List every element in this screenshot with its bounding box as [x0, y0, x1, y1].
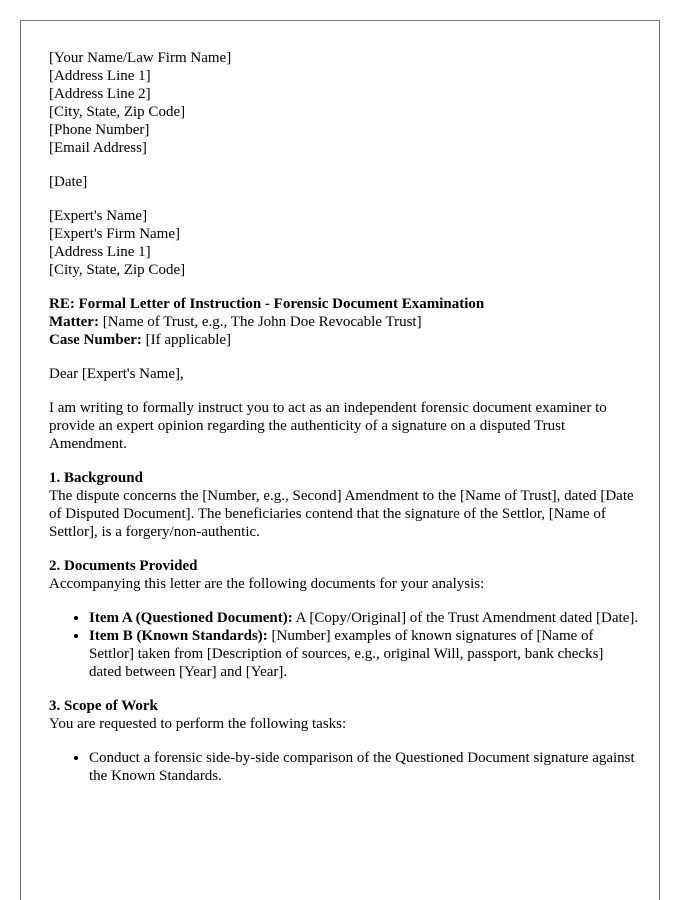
section-heading: 3. Scope of Work — [49, 698, 158, 714]
case-number-label: Case Number: — [49, 332, 142, 348]
scope-list — [49, 749, 639, 785]
sender-line: [Address Line 1] — [49, 68, 151, 84]
letter-date: [Date] — [49, 174, 88, 190]
section-heading: 1. Background — [49, 470, 143, 486]
section-text: Accompanying this letter are the following documents for your analysis: — [49, 576, 485, 592]
list-item — [89, 609, 639, 627]
recipient-line: [Address Line 1] — [49, 244, 151, 260]
recipient-line: [City, State, Zip Code] — [49, 262, 186, 278]
sender-address — [49, 49, 639, 157]
section-documents — [49, 557, 639, 681]
section-text: The dispute concerns the [Number, e.g., Second] Amendment to the [Name of Trust], dated [Date of Disputed Document]. The beneficiaries contend that the signature of the Settlor, [Name of Settlor], is a forgery/non-authentic. — [49, 488, 634, 540]
matter-line — [49, 313, 639, 331]
sender-line: [Phone Number] — [49, 122, 150, 138]
item-label: Item B (Known Standards): — [89, 628, 268, 644]
re-line — [49, 295, 639, 313]
item-label: Item A (Questioned Document): — [89, 610, 293, 626]
section-scope — [49, 697, 639, 785]
case-number-value: [If applicable] — [141, 332, 232, 348]
sender-line: [Your Name/Law Firm Name] — [49, 50, 232, 66]
documents-list — [49, 609, 639, 681]
section-text: You are requested to perform the following tasks: — [49, 716, 347, 732]
item-text: [Number] examples of known signatures of [Name of Settlor] taken from [Description of sources, e.g., original Will, passport, bank checks] dated between [Year] and [Year]. — [89, 628, 604, 680]
recipient-address — [49, 207, 639, 279]
letter-page — [20, 20, 660, 900]
letter-content — [49, 49, 639, 801]
sender-line: [City, State, Zip Code] — [49, 104, 186, 120]
salutation: Dear [Expert's Name], — [49, 366, 184, 382]
section-background — [49, 469, 639, 541]
sender-line: [Address Line 2] — [49, 86, 151, 102]
matter-label: Matter: — [49, 314, 99, 330]
recipient-line: [Expert's Firm Name] — [49, 226, 181, 242]
matter-value: [Name of Trust, e.g., The John Doe Revocable Trust] — [98, 314, 422, 330]
item-text: A [Copy/Original] of the Trust Amendment dated [Date]. — [292, 610, 639, 626]
list-item: • Conduct a forensic side-by-side comparison of the Questioned Document signature against the Known Standards. — [89, 749, 639, 785]
sender-line: [Email Address] — [49, 140, 147, 156]
intro-paragraph: I am writing to formally instruct you to act as an independent forensic document examiner to provide an expert opinion regarding the authenticity of a signature on a disputed Trust Amendment. — [49, 400, 607, 452]
recipient-line: [Expert's Name] — [49, 208, 148, 224]
reference-block — [49, 295, 639, 349]
section-heading: 2. Documents Provided — [49, 558, 198, 574]
list-item — [89, 627, 639, 681]
re-subject: RE: Formal Letter of Instruction - Forensic Document Examination — [49, 296, 485, 312]
case-number-line — [49, 331, 639, 349]
